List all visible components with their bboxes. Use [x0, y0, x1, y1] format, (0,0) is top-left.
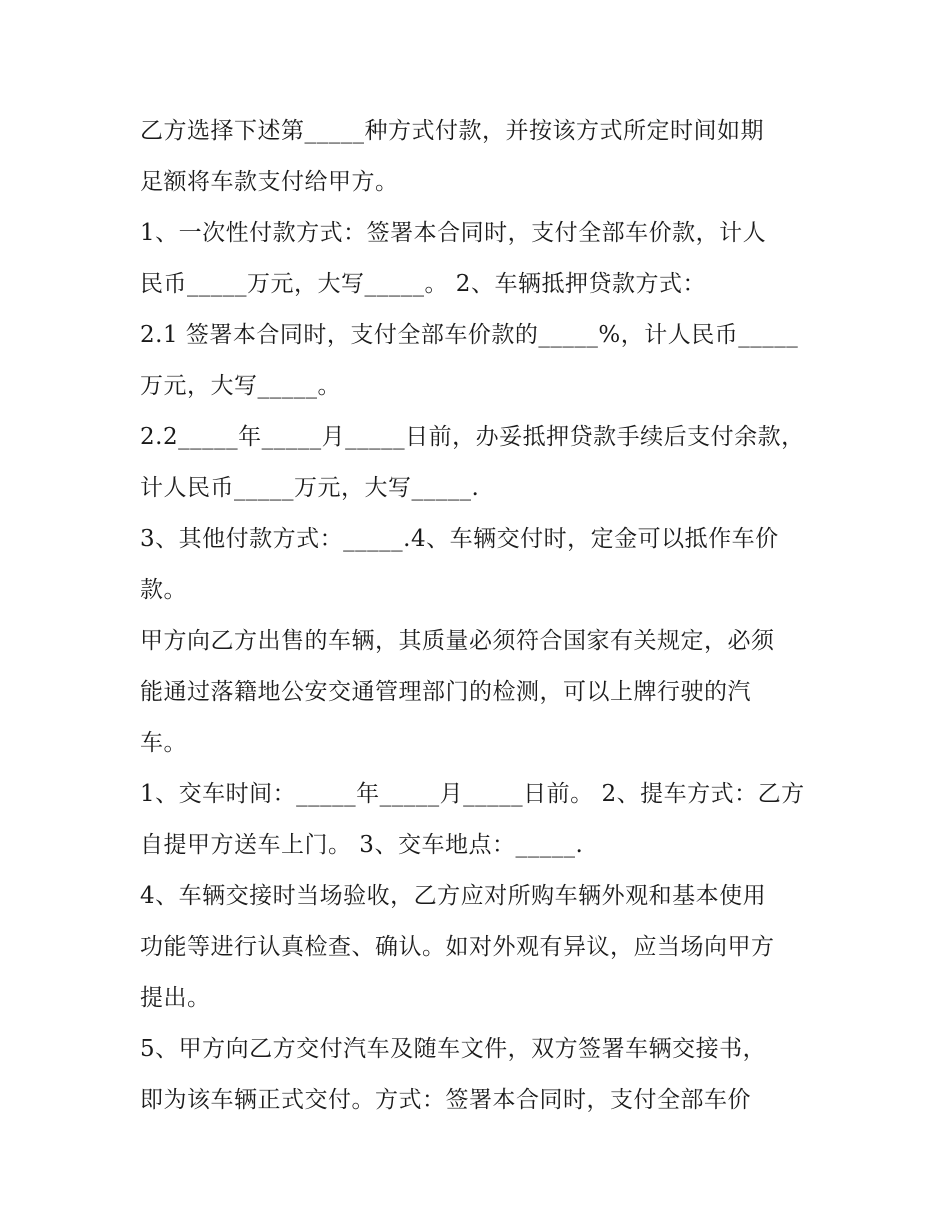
contract-body-text: [140, 106, 820, 1126]
text-line: 甲方向乙方出售的车辆，其质量必须符合国家有关规定，必须: [140, 628, 775, 654]
text-line: 2.1 签署本合同时，支付全部车价款的_____%，计人民币_____: [140, 322, 799, 348]
text-line: 款。: [140, 577, 187, 603]
text-line: 提出。: [140, 985, 211, 1011]
text-line: 1、一次性付款方式：签署本合同时，支付全部车价款，计人: [140, 220, 767, 246]
text-line: 能通过落籍地公安交通管理部门的检测，可以上牌行驶的汽: [140, 679, 751, 705]
text-line: 5、甲方向乙方交付汽车及随车文件，双方签署车辆交接书，: [140, 1036, 767, 1062]
text-line: 足额将车款支付给甲方。: [140, 169, 399, 195]
text-line: 乙方选择下述第_____种方式付款，并按该方式所定时间如期: [140, 118, 764, 144]
text-line: 功能等进行认真检查、确认。如对外观有异议，应当场向甲方: [140, 934, 775, 960]
text-line: 2.2_____年_____月_____日前，办妥抵押贷款手续后支付余款，: [140, 424, 805, 450]
text-line: 民币_____万元，大写_____。 2、车辆抵押贷款方式：: [140, 271, 706, 297]
text-line: 计人民币_____万元，大写_____.: [140, 475, 480, 501]
text-line: 车。: [140, 730, 187, 756]
text-line: 3、其他付款方式：_____.4、车辆交付时，定金可以抵作车价: [140, 526, 779, 552]
text-line: 自提甲方送车上门。 3、交车地点：_____.: [140, 832, 584, 858]
text-line: 即为该车辆正式交付。方式：签署本合同时，支付全部车价: [140, 1087, 751, 1113]
text-line: 4、车辆交接时当场验收，乙方应对所购车辆外观和基本使用: [140, 883, 767, 909]
text-line: 万元，大写_____。: [140, 373, 341, 399]
text-line: 1、交车时间：_____年_____月_____日前。 2、提车方式：乙方: [140, 781, 805, 807]
